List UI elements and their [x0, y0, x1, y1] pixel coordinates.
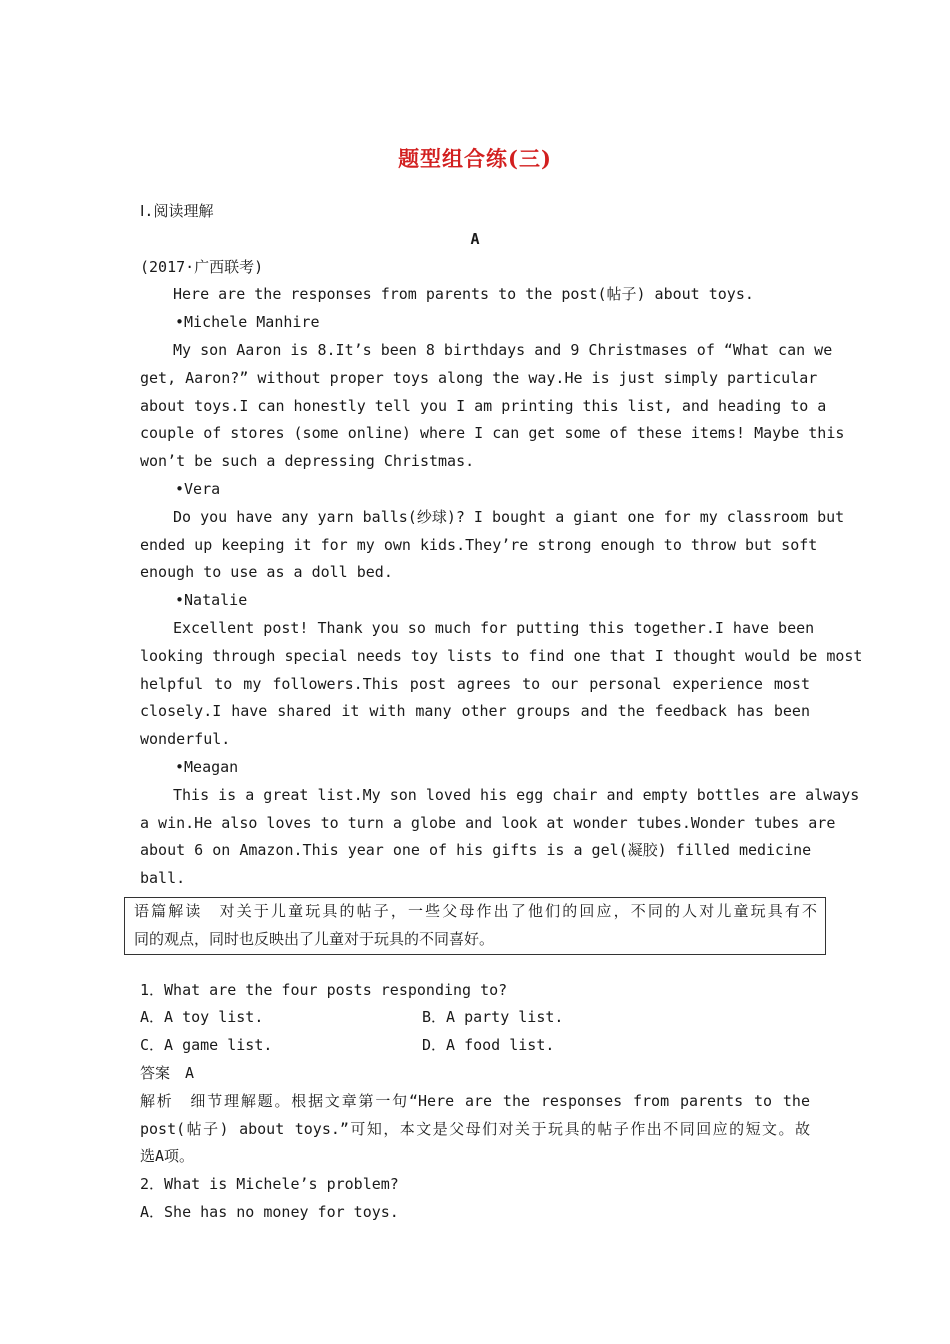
post-author: •Meagan: [175, 757, 239, 776]
post-author: •Vera: [175, 479, 221, 498]
question-stem: 1．What are the four posts responding to?: [140, 980, 508, 999]
post-line: My son Aaron is 8.It’s been 8 birthdays and 9 Christmases of “What can we: [173, 340, 833, 359]
option-row: [140, 1032, 810, 1060]
post-line: about toys.I can honestly tell you I am printing this list, and heading to a: [140, 396, 827, 415]
section-heading: Ⅰ.阅读理解: [140, 202, 214, 220]
post-line: closely.I have shared it with many other groups and the feedback has been: [140, 702, 810, 721]
post-author: •Natalie: [175, 591, 248, 610]
post-line: Excellent post! Thank you so much for putting this together.I have been: [173, 618, 815, 637]
option-d: D．A food list.: [422, 1036, 555, 1055]
post-line: ended up keeping it for my own kids.They’re strong enough to throw but soft: [140, 535, 818, 554]
post-line: helpful to my followers.This post agrees to our personal experience most: [140, 674, 810, 693]
post-line: looking through special needs toy lists to find one that I thought would be most: [140, 646, 863, 665]
post-line: about 6 on Amazon.This year one of his gifts is a gel(凝胶) filled medicine: [140, 841, 812, 860]
answer-line: 答案 A: [140, 1063, 195, 1082]
summary-line: 同的观点，同时也反映出了儿童对于玩具的不同喜好。: [134, 929, 495, 948]
analysis-line: post(帖子) about toys.”可知，本文是父母们对关于玩具的帖子作出不同回应的短文。故: [140, 1119, 810, 1138]
page-title: 题型组合练(三): [398, 146, 552, 171]
intro-line: Here are the responses from parents to the post(帖子) about toys.: [173, 285, 754, 304]
option-row: [140, 1004, 810, 1032]
summary-line: 语篇解读 对关于儿童玩具的帖子，一些父母作出了他们的回应，不同的人对儿童玩具有不: [134, 901, 817, 920]
analysis-line: 解析 细节理解题。根据文章第一句“Here are the responses from parents to the: [140, 1091, 810, 1110]
post-line: Do you have any yarn balls(纱球)? I bought a giant one for my classroom but: [173, 507, 845, 526]
passage-label: A: [470, 229, 480, 248]
post-line: enough to use as a doll bed.: [140, 563, 393, 582]
post-line: won’t be such a depressing Christmas.: [140, 452, 475, 471]
option-c: C．A game list.: [140, 1036, 273, 1055]
option-a: A．A toy list.: [140, 1008, 264, 1027]
post-line: ball.: [140, 869, 186, 888]
summary-box: [124, 897, 826, 955]
option-b: B．A party list.: [422, 1008, 564, 1027]
question-stem: 2．What is Michele’s problem?: [140, 1175, 399, 1194]
document-body: [134, 198, 863, 1227]
post-line: couple of stores (some online) where I can get some of these items! Maybe this: [140, 424, 845, 443]
analysis-line: 选A项。: [140, 1147, 195, 1166]
option-a: A．She has no money for toys.: [140, 1202, 399, 1221]
source-note: (2017·广西联考): [140, 257, 264, 276]
post-author: •Michele Manhire: [175, 313, 320, 332]
post-line: get, Aaron?” without proper toys along the way.He is just simply particular: [140, 368, 818, 387]
post-line: wonderful.: [140, 730, 231, 749]
post-line: This is a great list.My son loved his egg chair and empty bottles are always: [173, 785, 860, 804]
post-line: a win.He also loves to turn a globe and look at wonder tubes.Wonder tubes are: [140, 813, 836, 832]
